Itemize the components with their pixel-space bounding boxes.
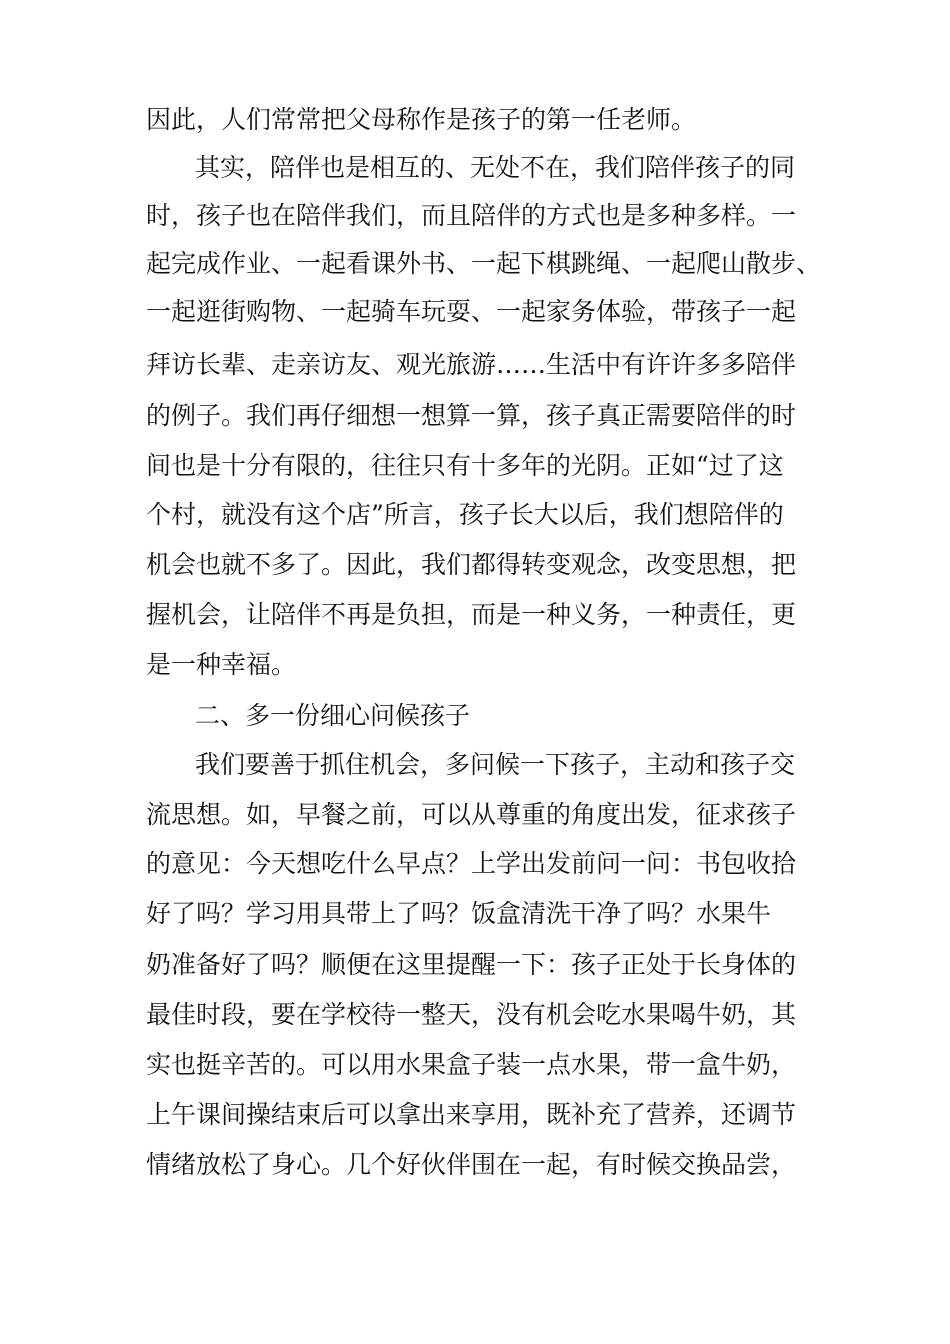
text-line: 间也是十分有限的，往往只有十多年的光阴。正如“过了这 [146, 451, 784, 480]
text-line: 的例子。我们再仔细想一想算一算，孩子真正需要陪伴的时 [146, 401, 797, 430]
paragraph-start-line: 我们要善于抓住机会，多问候一下孩子，主动和孩子交 [195, 750, 796, 779]
text-line: 流思想。如，早餐之前，可以从尊重的角度出发，征求孩子 [146, 800, 797, 829]
text-line: 个村，就没有这个店”所言，孩子长大以后，我们想陪伴的 [146, 500, 784, 529]
text-line: 上午课间操结束后可以拿出来享用，既补充了营养，还调节 [146, 1100, 797, 1129]
text-line: 一起逛街购物、一起骑车玩耍、一起家务体验，带孩子一起 [146, 297, 797, 326]
text-line: 因此，人们常常把父母称作是孩子的第一任老师。 [146, 105, 697, 134]
text-line: 起完成作业、一起看课外书、一起下棋跳绳、一起爬山散步、 [146, 249, 822, 278]
text-line: 时，孩子也在陪伴我们，而且陪伴的方式也是多种多样。一 [146, 201, 797, 230]
text-line: 好了吗？学习用具带上了吗？饭盒清洗干净了吗？水果牛 [146, 899, 772, 928]
text-line: 拜访长辈、走亲访友、观光旅游……生活中有许许多多陪伴 [146, 350, 797, 379]
text-line: 奶准备好了吗？顺便在这里提醒一下：孩子正处于长身体的 [146, 950, 797, 979]
text-line: 最佳时段，要在学校待一整天，没有机会吃水果喝牛奶，其 [146, 1000, 797, 1029]
section-heading: 二、多一份细心问候孩子 [195, 701, 471, 730]
text-line: 的意见：今天想吃什么早点？上学出发前问一问：书包收拾 [146, 849, 797, 878]
text-line: 是一种幸福。 [146, 650, 297, 679]
text-line: 情绪放松了身心。几个好伙伴围在一起，有时候交换品尝， [146, 1150, 797, 1179]
text-line: 握机会，让陪伴不再是负担，而是一种义务，一种责任，更 [146, 600, 797, 629]
text-line: 机会也就不多了。因此，我们都得转变观念，改变思想，把 [146, 550, 797, 579]
text-line: 实也挺辛苦的。可以用水果盒子装一点水果，带一盒牛奶， [146, 1050, 797, 1079]
paragraph-start-line: 其实，陪伴也是相互的、无处不在，我们陪伴孩子的同 [195, 153, 796, 182]
